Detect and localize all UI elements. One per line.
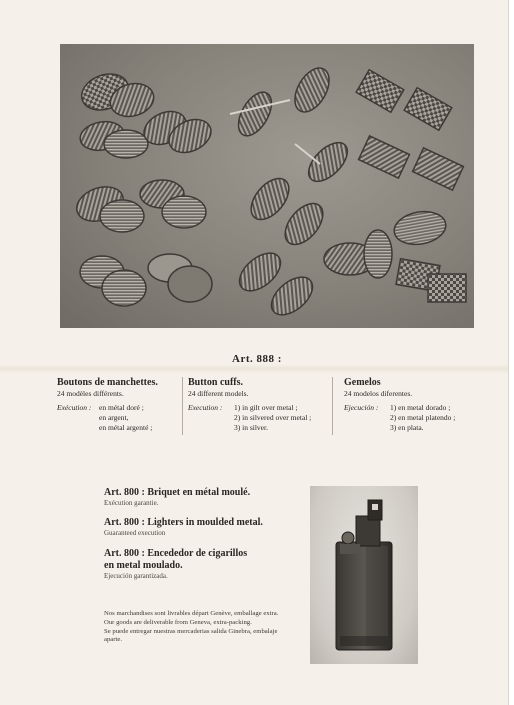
execution-label: Ejecución : bbox=[344, 403, 379, 412]
delivery-notes bbox=[104, 610, 282, 645]
column-english bbox=[188, 377, 328, 433]
execution-label: Execution : bbox=[188, 403, 223, 412]
execution-row bbox=[344, 403, 494, 433]
execution-list bbox=[99, 403, 152, 433]
execution-item: en argent, bbox=[99, 413, 129, 422]
lighter-subtitle: Ejecución garantizada. bbox=[104, 572, 168, 580]
column-spanish bbox=[344, 377, 494, 433]
column-subtitle: 24 modelos diferentes. bbox=[344, 389, 413, 398]
note-spanish: Se puede entregar nuestras mercaderias salida Ginebra, embalaje aparte. bbox=[104, 628, 278, 643]
execution-item: 3) en plata. bbox=[390, 423, 424, 432]
lighter-item-english bbox=[104, 517, 263, 538]
lighter-title: Art. 800 : Encededor de cigarillos bbox=[104, 548, 248, 559]
page-fold bbox=[0, 364, 508, 374]
article-888-heading: Art. 888 : bbox=[232, 353, 282, 365]
execution-item: en métal doré ; bbox=[99, 403, 144, 412]
column-subtitle: 24 modèles différents. bbox=[57, 389, 124, 398]
lighter-photo bbox=[310, 486, 418, 664]
column-title: Button cuffs. bbox=[188, 377, 244, 388]
lighter-item-spanish bbox=[104, 548, 247, 581]
execution-item: en métal argenté ; bbox=[99, 423, 153, 432]
column-subtitle: 24 different models. bbox=[188, 389, 249, 398]
lighter-item-french bbox=[104, 487, 250, 508]
execution-item: 2) in silvered over metal ; bbox=[234, 413, 312, 422]
lighter-title-line-2: en metal moulado. bbox=[104, 560, 183, 571]
cufflinks-photo bbox=[60, 44, 474, 328]
execution-row bbox=[57, 403, 181, 433]
note-french: Nos marchandises sont livrables départ Genève, emballage extra. bbox=[104, 610, 279, 617]
lighter-title: Art. 800 : Briquet en métal moulé. bbox=[104, 487, 251, 498]
execution-label: Exécution : bbox=[57, 403, 92, 412]
column-french bbox=[57, 377, 181, 433]
execution-list bbox=[234, 403, 311, 433]
lighter-title: Art. 800 : Lighters in moulded metal. bbox=[104, 517, 263, 528]
column-title: Boutons de manchettes. bbox=[57, 377, 158, 388]
column-divider bbox=[182, 377, 183, 435]
note-english: Our goods are deliverable from Geneva, extra-packing. bbox=[104, 619, 252, 626]
execution-item: 1) en metal dorado ; bbox=[390, 403, 451, 412]
execution-item: 2) en metal platendo ; bbox=[390, 413, 456, 422]
execution-list bbox=[390, 403, 455, 433]
lighter-subtitle: Guaranteed execution bbox=[104, 529, 166, 537]
column-divider bbox=[332, 377, 333, 435]
column-title: Gemelos bbox=[344, 377, 381, 388]
execution-row bbox=[188, 403, 328, 433]
execution-item: 1) in gilt over metal ; bbox=[234, 403, 298, 412]
lighter-subtitle: Exécution garantie. bbox=[104, 499, 159, 507]
execution-item: 3) in silver. bbox=[234, 423, 268, 432]
